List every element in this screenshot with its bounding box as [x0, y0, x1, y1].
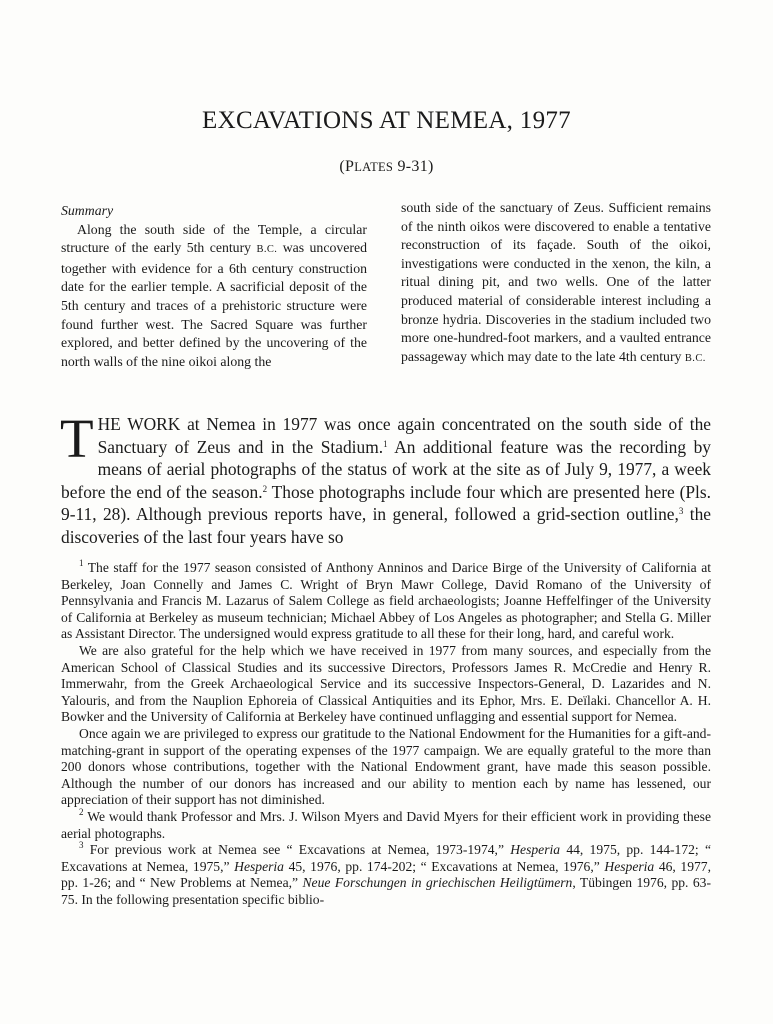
body-text-d: the discoveries of the last four years have so	[61, 504, 712, 547]
footnote-3-mark: 3	[79, 840, 84, 851]
plates-reference	[0, 158, 773, 176]
footnote-3	[61, 842, 711, 908]
journal-name-2: Hesperia	[234, 858, 284, 874]
opening-paragraph	[60, 408, 712, 549]
body-text-a: at Nemea in 1977 was once again concentrated on the south side of the Sanctuary of Zeus and in the Stadium.	[97, 414, 711, 457]
footnote-3-text-b: 44, 1975, pp. 144-172; “ Excavations at Nemea, 1975,”	[61, 842, 711, 874]
body-text-b: An additional feature was the recording by means of aerial photographs of the status of work at the site as of July 9, 1977, a week before the end of the season.	[61, 436, 711, 502]
main-body-text	[60, 408, 712, 549]
summary-right-text: south side of the sanctuary of Zeus. Sufficient remains of the ninth oikos were discovered to enable a tentative reconstruction of its façade. South of the oikoi, investigations were conducted in the xenon, the kiln, a ritual dining pit, and two wells. One of the latter produced material of considerable interest including a bronze hydria. Discoveries in the stadium included two more one-hundred-foot markers, and a vaulted entrance passageway which may date to the late 4th century	[401, 200, 711, 364]
plates-initial: P	[344, 158, 355, 175]
summary-left-column	[61, 202, 367, 371]
summary-right-column	[401, 199, 711, 368]
opening-words: HE WORK	[97, 414, 181, 434]
footnote-ref-2: 2	[262, 483, 268, 494]
book-title: Neue Forschungen in griechischen Heiligtümern	[302, 875, 573, 891]
footnote-ref-3: 3	[678, 506, 684, 517]
footnote-1-mark: 1	[79, 558, 84, 568]
journal-name-3: Hesperia	[604, 858, 655, 874]
footnote-2-text: We would thank Professor and Mrs. J. Wilson Myers and David Myers for their efficient work in providing these aerial photographs.	[61, 808, 711, 841]
footnote-1-paragraph-3: Once again we are privileged to express our gratitude to the National Endowment for the Humanities for a gift-and-matching-grant in support of the operating expenses of the 1977 campaign. We are equally grateful to the more than 200 donors whose contributions, together with the National Endowment grant, have made this season possible. Although the number of our donors has increased and our ability to mention each by name has lessened, our appreciation of their support has not diminished.	[61, 725, 711, 808]
journal-name-1: Hesperia	[510, 842, 561, 858]
plates-word-rest: LATES	[354, 160, 394, 174]
summary-left-text-2: was uncovered together with evidence for a 6th century construction date for the earlier temple. A sacrificial deposit of the 5th century and traces of a prehistoric structure were found further west. The Sacred Square was further explored, and better defined by the uncovering of the north walls of the nine oikoi along the	[61, 240, 367, 369]
summary-heading: Summary	[61, 203, 114, 218]
plates-open-paren: (	[339, 158, 345, 175]
footnote-1	[61, 560, 711, 643]
footnote-3-text-a: For previous work at Nemea see “ Excavations at Nemea, 1973-1974,”	[83, 842, 511, 858]
footnote-ref-1: 1	[383, 438, 388, 449]
body-text-c: Those photographs include four which are presented here (Pls. 9-11, 28). Although previous reports have, in general, followed a grid-section outline,	[61, 481, 711, 525]
footnote-3-text-c: 45, 1976, pp. 174-202; “ Excavations at Nemea, 1976,”	[283, 858, 605, 874]
footnote-3-text-d: 46, 1977, pp. 1-26; and “ New Problems at Nemea,”	[61, 858, 712, 891]
footnote-1-text: The staff for the 1977 season consisted of Anthony Anninos and Darice Birge of the University of California at Berkeley, Joan Connelly and James C. Wright of Bryn Mawr College, David Romano of the University of Pennsylvania and Francis M. Lazarus of Salem College as field archaeologists; Joanne Heffelfinger of the University of California at Berkeley as museum technician; Michael Abbey of Los Angeles as photographer; and Stella G. Miller as Assistant Director. The undersigned would express gratitude to all these for their long, hard, and careful work.	[61, 560, 711, 642]
footnote-2	[61, 806, 711, 842]
summary-paragraph-left	[61, 221, 367, 372]
footnotes	[61, 560, 711, 908]
summary-left-text-1: Along the south side of the Temple, a circular structure of the early 5th century	[61, 221, 367, 256]
drop-cap: T	[60, 408, 94, 469]
bc-abbrev-2: B.C.	[684, 352, 706, 364]
plates-range: 9-31)	[393, 158, 434, 175]
article-title: EXCAVATIONS AT NEMEA, 1977	[202, 107, 571, 134]
footnote-2-mark: 2	[79, 806, 84, 817]
footnote-3-text-e: , Tübingen 1976, pp. 63-75. In the following presentation specific biblio-	[61, 875, 711, 907]
bc-abbrev-1: B.C.	[256, 244, 278, 256]
footnote-1-paragraph-2: We are also grateful for the help which we have received in 1977 from many sources, and especially from the American School of Classical Studies and its successive Directors, Professors James R. McCredie and Henry R. Immerwahr, from the Greek Archaeological Service and its successive Inspectors-General, D. Lazarides and N. Yalouris, and from the Nauplion Ephoreia of Classical Antiquities and its Ephor, Mrs. E. Deïlaki. Chancellor A. H. Bowker and the University of California at Berkeley have continued unflagging and essential support for Nemea.	[61, 642, 711, 725]
summary-paragraph-right	[401, 199, 711, 368]
